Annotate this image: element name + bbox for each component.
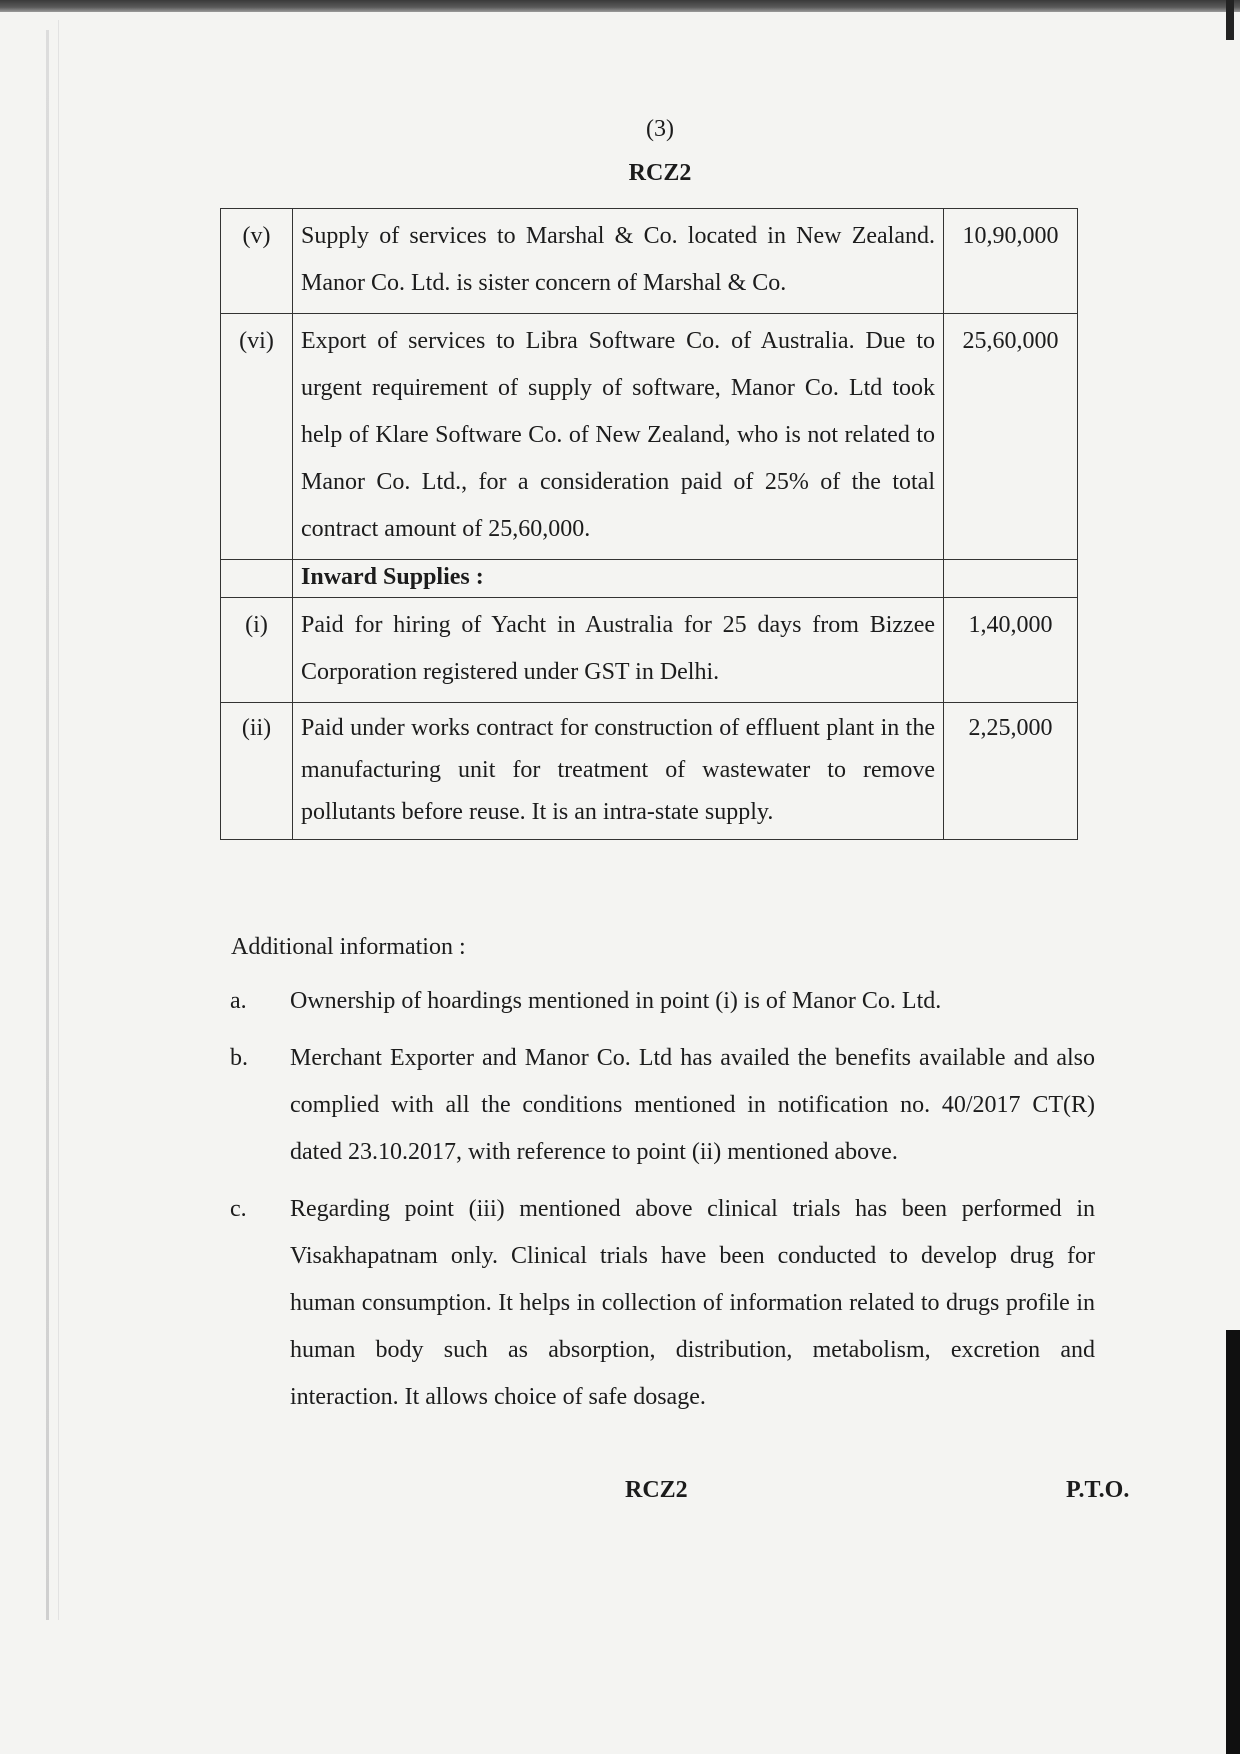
list-item	[230, 1186, 1095, 1421]
row-amount: 10,90,000	[944, 209, 1078, 314]
section-heading-inward-supplies: Inward Supplies :	[293, 560, 944, 598]
paper-code-footer: RCZ2	[625, 1477, 688, 1503]
scan-edge-right-top	[1226, 0, 1234, 40]
scan-binding-line-2	[58, 20, 59, 1620]
table-row	[221, 703, 1078, 840]
row-number: (vi)	[221, 314, 293, 560]
row-number: (ii)	[221, 703, 293, 840]
row-description: Export of services to Libra Software Co. of Australia. Due to urgent requirement of supply of software, Manor Co. Ltd took help of Klare Software Co. of New Zealand, who is not related to Manor Co. Ltd., for a consideration paid of 25% of the total contract amount of 25,60,000.	[293, 314, 944, 560]
additional-info-list	[230, 978, 1095, 1431]
scan-binding-line	[46, 30, 49, 1620]
table-row	[221, 209, 1078, 314]
list-item	[230, 978, 1095, 1025]
row-description: Paid under works contract for construction of effluent plant in the manufacturing unit for treatment of wastewater to remove pollutants before reuse. It is an intra-state supply.	[293, 703, 944, 840]
please-turn-over: P.T.O.	[1066, 1477, 1130, 1503]
list-item-text: Merchant Exporter and Manor Co. Ltd has availed the benefits available and also complied with all the conditions mentioned in notification no. 40/2017 CT(R) dated 23.10.2017, with reference to point (ii) mentioned above.	[290, 1045, 1095, 1165]
table-row	[221, 314, 1078, 560]
row-number: (v)	[221, 209, 293, 314]
table-row	[221, 598, 1078, 703]
row-description: Paid for hiring of Yacht in Australia for 25 days from Bizzee Corporation registered under GST in Delhi.	[293, 598, 944, 703]
page-number: (3)	[646, 116, 674, 142]
row-amount: 2,25,000	[944, 703, 1078, 840]
row-number: (i)	[221, 598, 293, 703]
additional-info-title: Additional information :	[231, 934, 466, 960]
list-item-label: b.	[230, 1045, 248, 1071]
row-description: Supply of services to Marshal & Co. located in New Zealand. Manor Co. Ltd. is sister concern of Marshal & Co.	[293, 209, 944, 314]
paper-code-header: RCZ2	[628, 160, 692, 186]
table-row	[221, 560, 1078, 598]
row-amount	[944, 560, 1078, 598]
row-number	[221, 560, 293, 598]
row-amount: 25,60,000	[944, 314, 1078, 560]
list-item-label: c.	[230, 1196, 247, 1222]
scan-edge-top	[0, 0, 1240, 12]
scan-edge-right	[1226, 1330, 1240, 1754]
list-item-text: Regarding point (iii) mentioned above clinical trials has been performed in Visakhapatnam only. Clinical trials have been conducted to develop drug for human consumption. It helps in collection of information related to drugs profile in human body such as absorption, distribution, metabolism, excretion and interaction. It allows choice of safe dosage.	[290, 1196, 1095, 1410]
list-item-text: Ownership of hoardings mentioned in point (i) is of Manor Co. Ltd.	[290, 988, 942, 1014]
supplies-table	[220, 208, 1078, 840]
list-item	[230, 1035, 1095, 1176]
row-amount: 1,40,000	[944, 598, 1078, 703]
list-item-label: a.	[230, 988, 247, 1014]
